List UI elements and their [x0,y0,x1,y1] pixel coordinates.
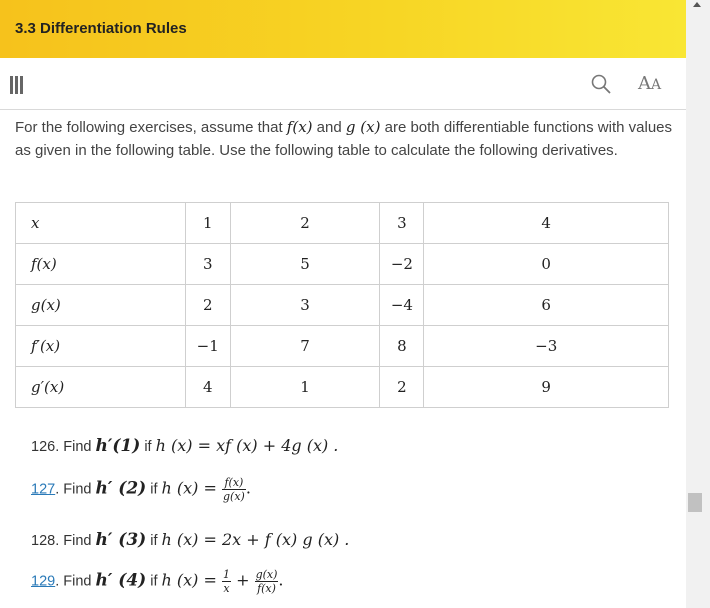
search-icon[interactable] [590,73,612,95]
exercise-126: 126. Find h′(1) if h (x) = xf (x) + 4g (x) . [31,436,339,456]
table-row [16,326,669,367]
table-cell: 6 [424,285,669,326]
f-of-x: f(x) [286,118,313,136]
table-cell: −1 [185,326,230,367]
exercise-instructions: For the following exercises, assume that f(x) and g (x) are both differentiable functions with values as given in the following table. Use the following table to calculate the following derivatives. [15,118,673,159]
table-row [16,367,669,408]
vertical-scrollbar[interactable] [686,0,710,608]
table-cell: 1 [185,203,230,244]
table-cell: −3 [424,326,669,367]
table-cell: −4 [380,285,424,326]
table-cell: 3 [230,285,380,326]
table-cell: 0 [424,244,669,285]
menu-icon[interactable] [10,76,24,94]
table-row-label: g(x) [16,285,186,326]
font-size-icon[interactable]: AA [638,73,662,94]
table-cell: 1 [230,367,380,408]
table-cell: 5 [230,244,380,285]
table-cell: 3 [380,203,424,244]
table-row-label: g′(x) [16,367,186,408]
values-table [15,202,669,408]
table-row-label: f(x) [16,244,186,285]
scroll-thumb[interactable] [688,493,702,512]
exercise-128: 128. Find h′ (3) if h (x) = 2x + f (x) g (x) . [31,530,350,550]
chapter-title-bar [0,0,686,58]
table-cell: 3 [185,244,230,285]
g-of-x: g (x) [345,118,381,136]
exercise-129: 129. Find h′ (4) if h (x) = $\frac{1}{x}$ + $\frac{g(x)}{f(x)}$ . [31,568,284,595]
exercise-127: 127. Find h′ (2) if h (x) = $\frac{f(x)}{g(x)}$ . [31,476,251,503]
table-cell: 4 [185,367,230,408]
exercise-129-link[interactable]: 129 [31,573,56,590]
table-row [16,203,669,244]
table-row [16,244,669,285]
chapter-title: 3.3 Differentiation Rules [15,20,187,37]
table-cell: 7 [230,326,380,367]
table-cell: 2 [380,367,424,408]
table-cell: 4 [424,203,669,244]
table-cell: 2 [230,203,380,244]
table-row [16,285,669,326]
reader-toolbar [0,60,686,110]
table-cell: −2 [380,244,424,285]
exercise-127-link[interactable]: 127 [31,481,56,498]
table-cell: 8 [380,326,424,367]
table-cell: 2 [185,285,230,326]
scroll-up-arrow-icon[interactable] [693,2,701,7]
table-row-label: f′(x) [16,326,186,367]
table-cell: 9 [424,367,669,408]
table-row-label: x [16,203,186,244]
